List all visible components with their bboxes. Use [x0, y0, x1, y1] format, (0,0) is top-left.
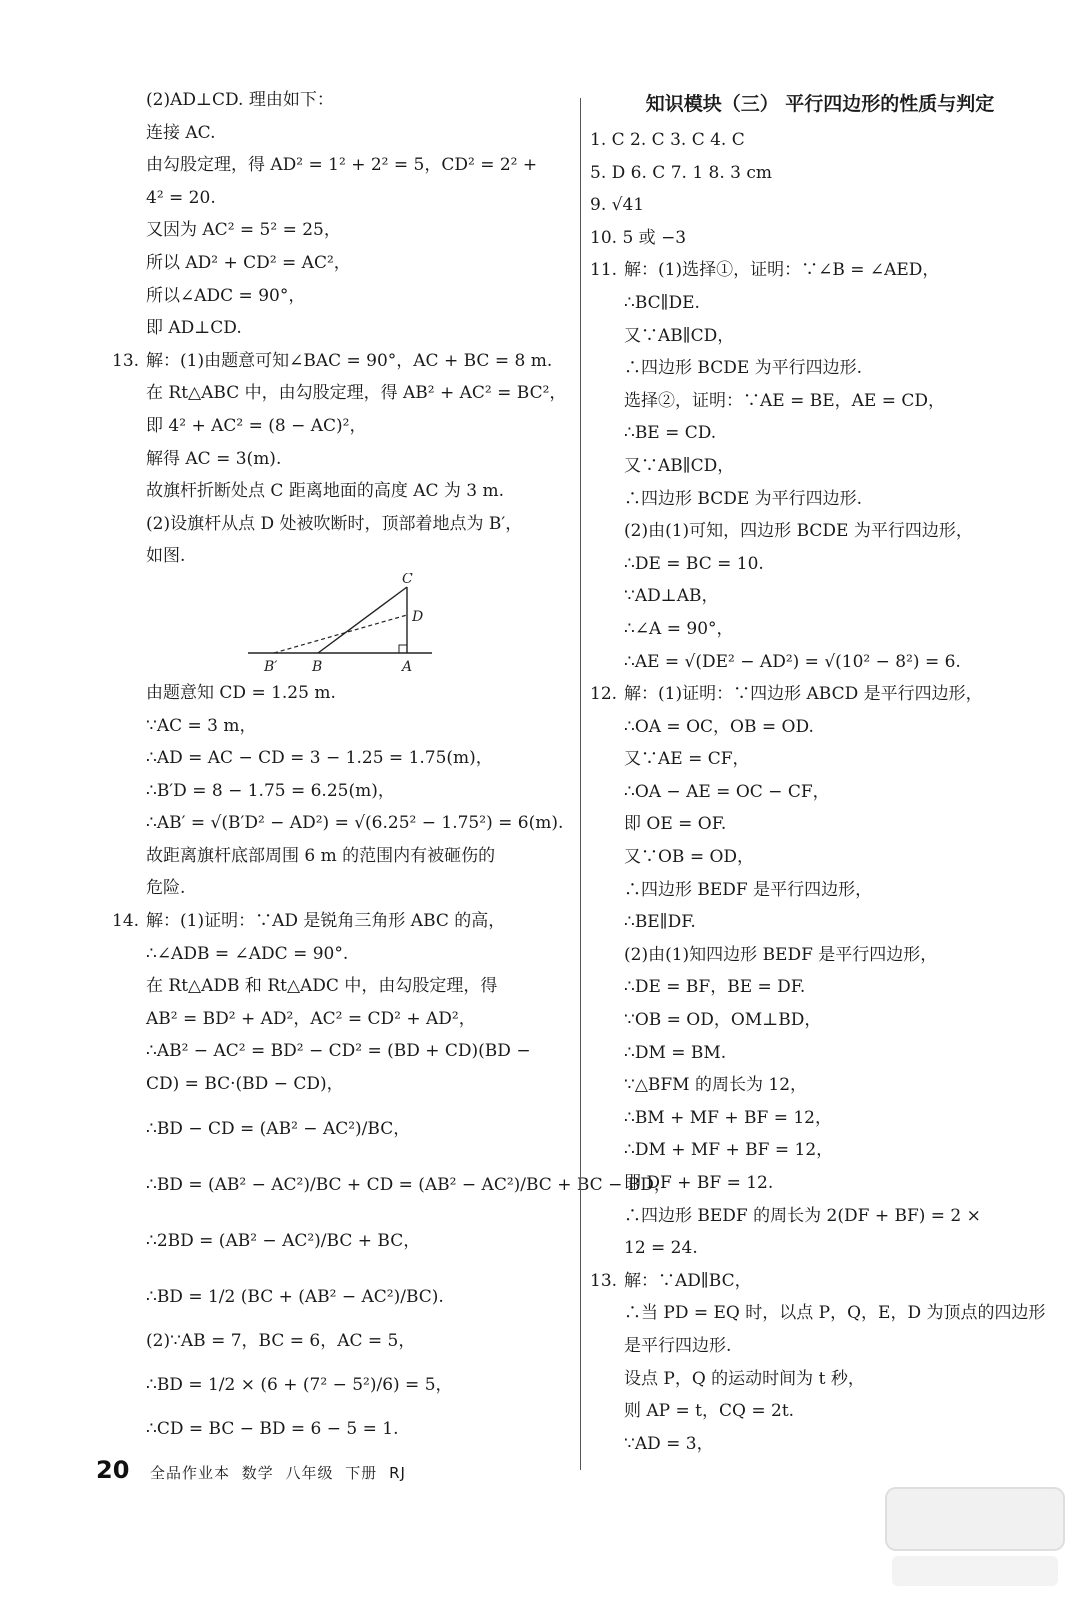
figure-label-d: D — [412, 608, 424, 625]
figure-label-b: B — [312, 658, 323, 675]
line-text: AB² = BD² + AD²，AC² = CD² + AD²， — [146, 1008, 476, 1029]
watermark-logo — [880, 1480, 1070, 1592]
line-text: 所以∠ADC = 90°， — [146, 285, 306, 306]
answer-line — [590, 222, 1050, 255]
answer-line — [112, 807, 574, 840]
line-text: 故旗杆折断处点 C 距离地面的高度 AC 为 3 m. — [146, 481, 505, 502]
line-text: 选择②，证明：∵AE = BE，AE = CD， — [624, 390, 946, 411]
answer-line — [590, 613, 1050, 646]
line-text: 1. C 2. C 3. C 4. C — [590, 130, 745, 150]
answer-line — [112, 247, 574, 280]
line-text: ∴CD = BC − BD = 6 − 5 = 1. — [146, 1419, 399, 1440]
answer-line — [590, 124, 1050, 157]
line-text: ∴DE = BC = 10. — [624, 553, 764, 574]
right-angle-mark — [399, 645, 407, 653]
answer-line — [112, 1157, 671, 1213]
answer-line — [112, 938, 574, 971]
line-text: 又∵OB = OD， — [624, 847, 755, 868]
answer-line — [590, 157, 1050, 190]
line-text: ∴AD = AC − CD = 3 − 1.25 = 1.75(m)， — [146, 748, 493, 769]
line-text: ∵△BFM 的周长为 12， — [624, 1075, 808, 1096]
answer-line — [112, 508, 574, 541]
line-text: 又∵AB∥CD， — [624, 455, 735, 476]
line-text: ∴BD − CD = (AB² − AC²)/BC， — [146, 1118, 411, 1139]
answer-line — [112, 182, 574, 215]
answer-line — [112, 475, 574, 508]
line-text: 解：(1)由题意可知∠BAC = 90°，AC + BC = 8 m. — [146, 350, 553, 371]
line-text: 由题意知 CD = 1.25 m. — [146, 682, 336, 703]
line-text: (2)∵AB = 7，BC = 6，AC = 5， — [146, 1330, 416, 1351]
line-text: 12 = 24. — [624, 1238, 698, 1259]
answer-line — [590, 1297, 1050, 1330]
answer-line — [112, 540, 574, 573]
page-number: 20 — [96, 1456, 130, 1484]
line-text: ∴2BD = (AB² − AC²)/BC + BC， — [146, 1230, 421, 1251]
answer-line — [112, 1357, 574, 1413]
right-column — [590, 84, 1050, 1460]
line-text: 连接 AC. — [146, 122, 216, 143]
answer-line — [112, 1101, 574, 1157]
answer-line — [112, 377, 574, 410]
line-text: ∵OB = OD，OM⊥BD， — [624, 1010, 822, 1031]
answer-line-numbered — [590, 1265, 1050, 1298]
answer-line — [112, 872, 574, 905]
figure-label-a: A — [402, 658, 413, 675]
hypotenuse-line — [318, 587, 407, 653]
question-number: 13. — [590, 1270, 618, 1291]
line-text: ∴BE = CD. — [624, 423, 717, 444]
line-text: ∴∠A = 90°， — [624, 618, 734, 639]
line-text: ∴∠ADB = ∠ADC = 90°. — [146, 943, 349, 964]
line-text: ∴四边形 BCDE 为平行四边形. — [624, 488, 863, 509]
line-text: 在 Rt△ABC 中，由勾股定理，得 AB² + AC² = BC²， — [146, 383, 567, 404]
answer-line — [590, 287, 1050, 320]
answer-line — [590, 1102, 1050, 1135]
line-text: 在 Rt△ADB 和 Rt△ADC 中，由勾股定理，得 — [146, 976, 498, 997]
line-text: 5. D 6. C 7. 1 8. 3 cm — [590, 162, 773, 183]
answer-line — [590, 515, 1050, 548]
line-text: CD) = BC·(BD − CD)， — [146, 1074, 344, 1095]
line-text: ∴四边形 BEDF 的周长为 2(DF + BF) = 2 × — [624, 1205, 981, 1226]
line-text: ∴四边形 BEDF 是平行四边形， — [624, 879, 873, 900]
question-number: 14. — [112, 911, 140, 932]
line-text: 解：(1)选择①，证明：∵∠B = ∠AED， — [624, 260, 940, 281]
line-text: (2)设旗杆从点 D 处被吹断时，顶部着地点为 B′， — [146, 513, 523, 534]
answer-line — [112, 312, 574, 345]
line-text: 由勾股定理，得 AD² = 1² + 2² = 5，CD² = 2² + — [146, 155, 538, 176]
line-text: ∴BD = 1/2 × (6 + (7² − 5²)/6) = 5， — [146, 1375, 453, 1396]
answer-line — [112, 117, 574, 150]
line-text: ∴DM = BM. — [624, 1042, 727, 1063]
answer-line — [590, 841, 1050, 874]
book-title: 全品作业本 数学 八年级 下册 RJ — [150, 1464, 406, 1482]
answer-line — [590, 743, 1050, 776]
line-text: 解：(1)证明：∵四边形 ABCD 是平行四边形， — [624, 684, 983, 705]
answer-line — [112, 149, 574, 182]
answer-line — [112, 1003, 574, 1036]
question-number: 11. — [590, 260, 618, 281]
line-text: 危险. — [146, 878, 186, 899]
answer-line — [590, 1069, 1050, 1102]
line-text: (2)由(1)可知，四边形 BCDE 为平行四边形， — [624, 521, 973, 542]
answer-line — [112, 280, 574, 313]
answer-line — [590, 483, 1050, 516]
line-text: (2)AD⊥CD. 理由如下： — [146, 90, 334, 110]
line-text: 解：∵AD∥BC， — [624, 1270, 752, 1291]
answer-line — [112, 1035, 574, 1068]
answer-line — [590, 711, 1050, 744]
answer-line — [590, 1395, 1050, 1428]
answer-line — [590, 971, 1050, 1004]
answer-line — [590, 385, 1050, 418]
line-text: ∴BM + MF + BF = 12， — [624, 1107, 832, 1128]
answer-line — [590, 1330, 1050, 1363]
line-text: ∵AD⊥AB， — [624, 586, 719, 607]
answer-line — [112, 1213, 574, 1269]
answer-line — [112, 742, 574, 775]
line-text: 是平行四边形. — [624, 1335, 732, 1356]
line-text: ∴AE = √(DE² − AD²) = √(10² − 8²) = 6. — [624, 651, 961, 672]
line-text: 又因为 AC² = 5² = 25， — [146, 220, 341, 241]
answer-line — [590, 450, 1050, 483]
answer-line — [590, 320, 1050, 353]
answer-line — [112, 710, 574, 743]
triangle-figure — [112, 573, 574, 677]
line-text: ∴OA = OC，OB = OD. — [624, 716, 814, 737]
line-text: ∴四边形 BCDE 为平行四边形. — [624, 358, 863, 379]
figure-label-c: C — [402, 572, 413, 587]
answer-line — [112, 443, 574, 476]
answer-line-numbered — [590, 254, 1050, 287]
answer-line — [590, 189, 1050, 222]
answer-line — [590, 1363, 1050, 1396]
answer-line — [590, 1232, 1050, 1265]
line-text: 9. √41 — [590, 195, 645, 216]
line-text: 解：(1)证明：∵AD 是锐角三角形 ABC 的高， — [146, 911, 506, 932]
answer-line — [112, 1269, 574, 1325]
line-text: 如图. — [146, 546, 186, 567]
answer-line — [112, 970, 574, 1003]
answer-line — [112, 840, 574, 873]
line-text: 10. 5 或 −3 — [590, 227, 687, 248]
line-text: ∴BE∥DF. — [624, 912, 696, 933]
line-text: ∴OA − AE = OC − CF， — [624, 781, 830, 802]
answer-line — [590, 1004, 1050, 1037]
answer-line — [590, 352, 1050, 385]
answer-line — [590, 874, 1050, 907]
line-text: ∴BD = (AB² − AC²)/BC + CD = (AB² − AC²)/BC + BC − BD， — [146, 1174, 671, 1195]
answer-line — [112, 84, 574, 117]
answer-line — [590, 776, 1050, 809]
line-text: ∴DE = BF，BE = DF. — [624, 977, 806, 998]
answer-line — [590, 580, 1050, 613]
question-number: 12. — [590, 684, 618, 705]
answer-line — [590, 1200, 1050, 1233]
line-text: 即 4² + AC² = (8 − AC)²， — [146, 415, 367, 436]
answer-line — [112, 1068, 574, 1101]
answer-line — [590, 1134, 1050, 1167]
answer-line — [112, 1413, 574, 1446]
line-text: 解得 AC = 3(m). — [146, 448, 282, 469]
answer-line — [590, 1167, 1050, 1200]
answer-line-numbered — [590, 678, 1050, 711]
line-text: 则 AP = t，CQ = 2t. — [624, 1401, 795, 1422]
line-text: ∴BD = 1/2 (BC + (AB² − AC²)/BC). — [146, 1286, 444, 1307]
answer-line — [590, 1428, 1050, 1461]
line-text: ∵AD = 3， — [624, 1433, 714, 1454]
line-text: 又∵AE = CF， — [624, 749, 750, 770]
line-text: 故距离旗杆底部周围 6 m 的范围内有被砸伤的 — [146, 845, 496, 866]
answer-line — [590, 646, 1050, 679]
line-text: (2)由(1)知四边形 BEDF 是平行四边形， — [624, 944, 938, 965]
line-text: ∴DM + MF + BF = 12， — [624, 1140, 834, 1161]
answer-line — [590, 808, 1050, 841]
answer-line — [112, 214, 574, 247]
line-text: ∴B′D = 8 − 1.75 = 6.25(m)， — [146, 780, 395, 801]
line-text: ∴AB′ = √(B′D² − AD²) = √(6.25² − 1.75²) = 6(m). — [146, 813, 564, 834]
line-text: ∴AB² − AC² = BD² − CD² = (BD + CD)(BD − — [146, 1041, 531, 1062]
column-divider — [580, 98, 581, 1470]
line-text: ∵AC = 3 m， — [146, 715, 257, 736]
line-text: 4² = 20. — [146, 187, 216, 208]
line-text: ∴当 PD = EQ 时，以点 P，Q，E，D 为顶点的四边形 — [624, 1303, 1046, 1324]
answer-line — [112, 1325, 574, 1358]
figure-label-b_prime: B′ — [264, 658, 278, 675]
answer-line — [112, 677, 574, 710]
answer-line — [590, 548, 1050, 581]
line-text: 所以 AD² + CD² = AC²， — [146, 252, 351, 273]
dashed-line — [274, 615, 407, 653]
line-text: 即 AD⊥CD. — [146, 318, 242, 339]
answer-line-numbered — [112, 905, 574, 938]
answer-line — [590, 417, 1050, 450]
line-text: 设点 P，Q 的运动时间为 t 秒， — [624, 1368, 865, 1389]
line-text: 即 OE = OF. — [624, 814, 727, 835]
question-number: 13. — [112, 350, 140, 371]
answer-line — [112, 775, 574, 808]
answer-line — [590, 1037, 1050, 1070]
answer-line — [590, 939, 1050, 972]
answer-line — [590, 906, 1050, 939]
section-heading: 知识模块（三） 平行四边形的性质与判定 — [645, 93, 995, 115]
answer-line-numbered — [112, 345, 574, 378]
answer-line — [112, 410, 574, 443]
line-text: ∴BC∥DE. — [624, 292, 700, 313]
line-text: 即 DF + BF = 12. — [624, 1173, 774, 1193]
line-text: 又∵AB∥CD， — [624, 325, 735, 346]
